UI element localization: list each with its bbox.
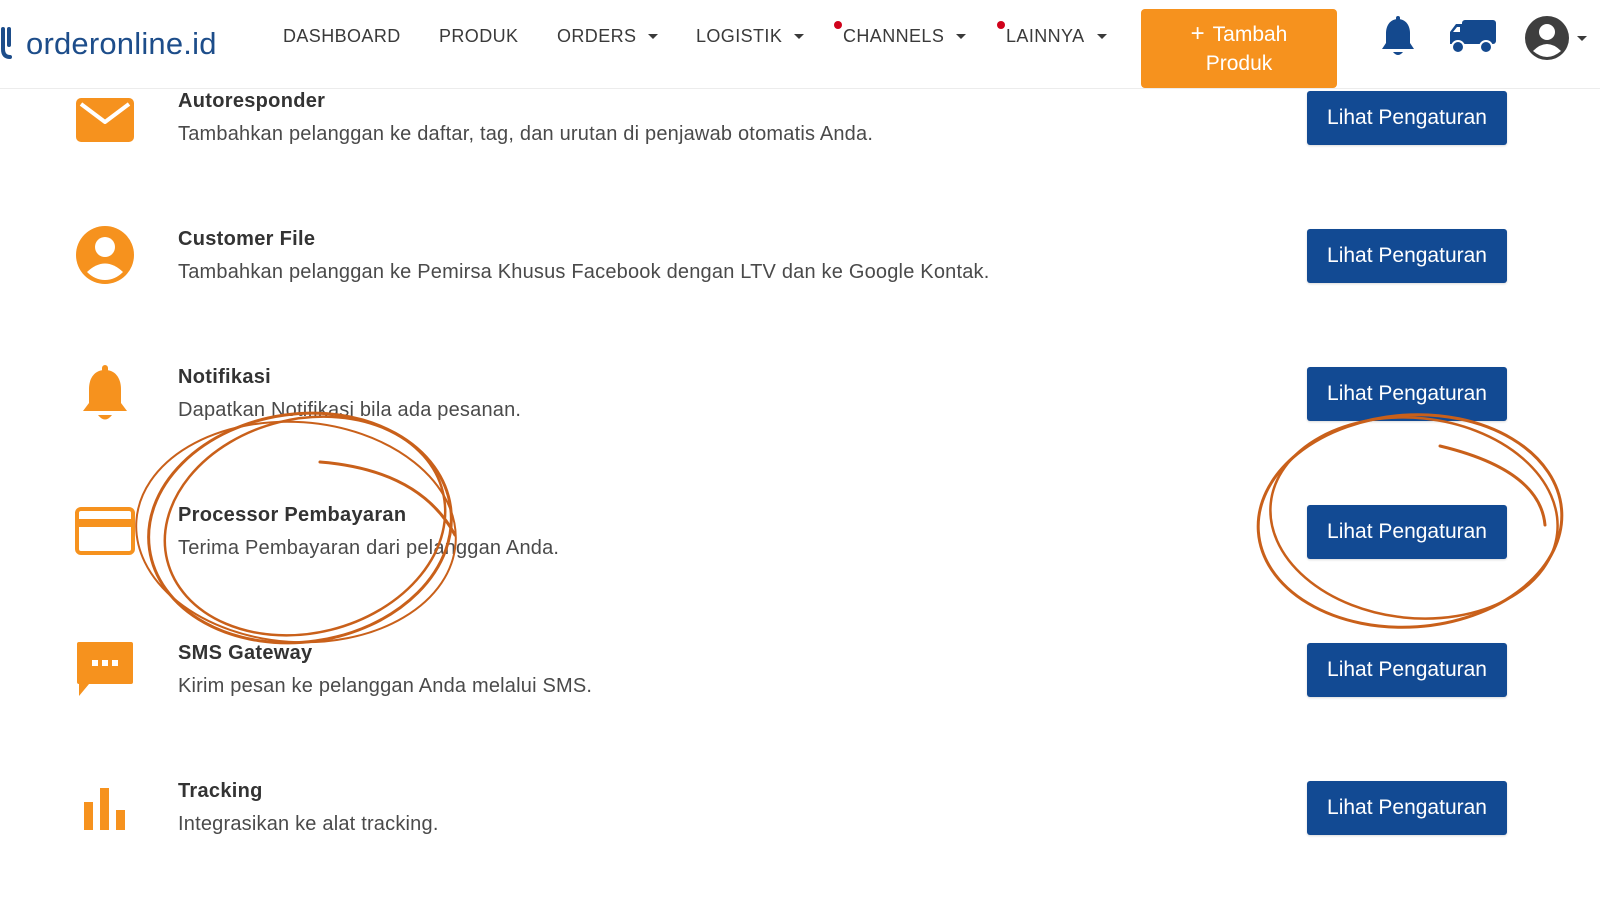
- logo-mark-icon: [0, 27, 14, 61]
- settings-row-tracking: [0, 780, 1600, 918]
- add-product-label-top: Tambah: [1212, 23, 1288, 46]
- nav-dashboard[interactable]: [283, 24, 401, 48]
- notification-dot: [997, 21, 1005, 29]
- row-description: Terima Pembayaran dari pelanggan Anda.: [178, 537, 560, 559]
- user-circle-icon: [72, 222, 138, 288]
- top-navbar: [0, 0, 1600, 89]
- credit-card-icon: [72, 498, 138, 564]
- nav-dashboard-label: DASHBOARD: [283, 25, 401, 46]
- settings-row-notifikasi: [0, 366, 1600, 504]
- caret-down-icon: [794, 34, 804, 39]
- nav-logistik[interactable]: [696, 24, 804, 48]
- row-title: Processor Pembayaran: [178, 504, 407, 526]
- view-settings-button[interactable]: Lihat Pengaturan: [1307, 781, 1507, 835]
- nav-channels[interactable]: [843, 24, 966, 48]
- view-settings-button[interactable]: Lihat Pengaturan: [1307, 505, 1507, 559]
- notification-dot: [834, 21, 842, 29]
- nav-lainnya[interactable]: [1006, 24, 1107, 48]
- bar-chart-icon: [72, 774, 138, 840]
- view-settings-button[interactable]: Lihat Pengaturan: [1307, 643, 1507, 697]
- nav-orders[interactable]: [557, 24, 658, 48]
- nav-produk-label: PRODUK: [439, 25, 519, 46]
- user-circle-icon[interactable]: [1524, 15, 1570, 61]
- add-product-label-bottom: Produk: [1205, 52, 1273, 75]
- row-description: Kirim pesan ke pelanggan Anda melalui SMS.: [178, 675, 593, 697]
- caret-down-icon: [956, 34, 966, 39]
- nav-lainnya-label: LAINNYA: [1006, 25, 1085, 46]
- settings-row-processor-pembayaran: [0, 504, 1600, 642]
- chevron-down-icon[interactable]: [1577, 36, 1587, 41]
- truck-icon[interactable]: [1448, 18, 1498, 56]
- bell-icon: [72, 362, 138, 428]
- logo-text: orderonline.id: [26, 26, 217, 61]
- row-description: Tambahkan pelanggan ke Pemirsa Khusus Facebook dengan LTV dan ke Google Kontak.: [178, 261, 990, 283]
- brand-logo[interactable]: [0, 22, 217, 66]
- chat-bubble-icon: [72, 636, 138, 702]
- settings-row-autoresponder: [0, 90, 1600, 228]
- row-title: Notifikasi: [178, 366, 272, 388]
- envelope-icon: [72, 87, 138, 153]
- settings-row-sms-gateway: [0, 642, 1600, 780]
- nav-orders-label: ORDERS: [557, 25, 637, 46]
- row-description: Tambahkan pelanggan ke daftar, tag, dan urutan di penjawab otomatis Anda.: [178, 123, 874, 145]
- settings-row-customer-file: [0, 228, 1600, 366]
- row-title: Tracking: [178, 780, 263, 802]
- add-product-button[interactable]: [1141, 9, 1337, 88]
- bell-icon[interactable]: [1379, 16, 1417, 60]
- nav-produk[interactable]: [439, 24, 518, 48]
- view-settings-button[interactable]: Lihat Pengaturan: [1307, 229, 1507, 283]
- row-title: Autoresponder: [178, 90, 326, 112]
- row-title: Customer File: [178, 228, 316, 250]
- add-product-line1: [1141, 19, 1337, 49]
- plus-icon: +: [1190, 20, 1205, 47]
- row-description: Integrasikan ke alat tracking.: [178, 813, 439, 835]
- caret-down-icon: [1097, 34, 1107, 39]
- view-settings-button[interactable]: Lihat Pengaturan: [1307, 91, 1507, 145]
- nav-logistik-label: LOGISTIK: [696, 25, 783, 46]
- row-title: SMS Gateway: [178, 642, 313, 664]
- nav-channels-label: CHANNELS: [843, 25, 945, 46]
- caret-down-icon: [648, 34, 658, 39]
- view-settings-button[interactable]: Lihat Pengaturan: [1307, 367, 1507, 421]
- row-description: Dapatkan Notifikasi bila ada pesanan.: [178, 399, 522, 421]
